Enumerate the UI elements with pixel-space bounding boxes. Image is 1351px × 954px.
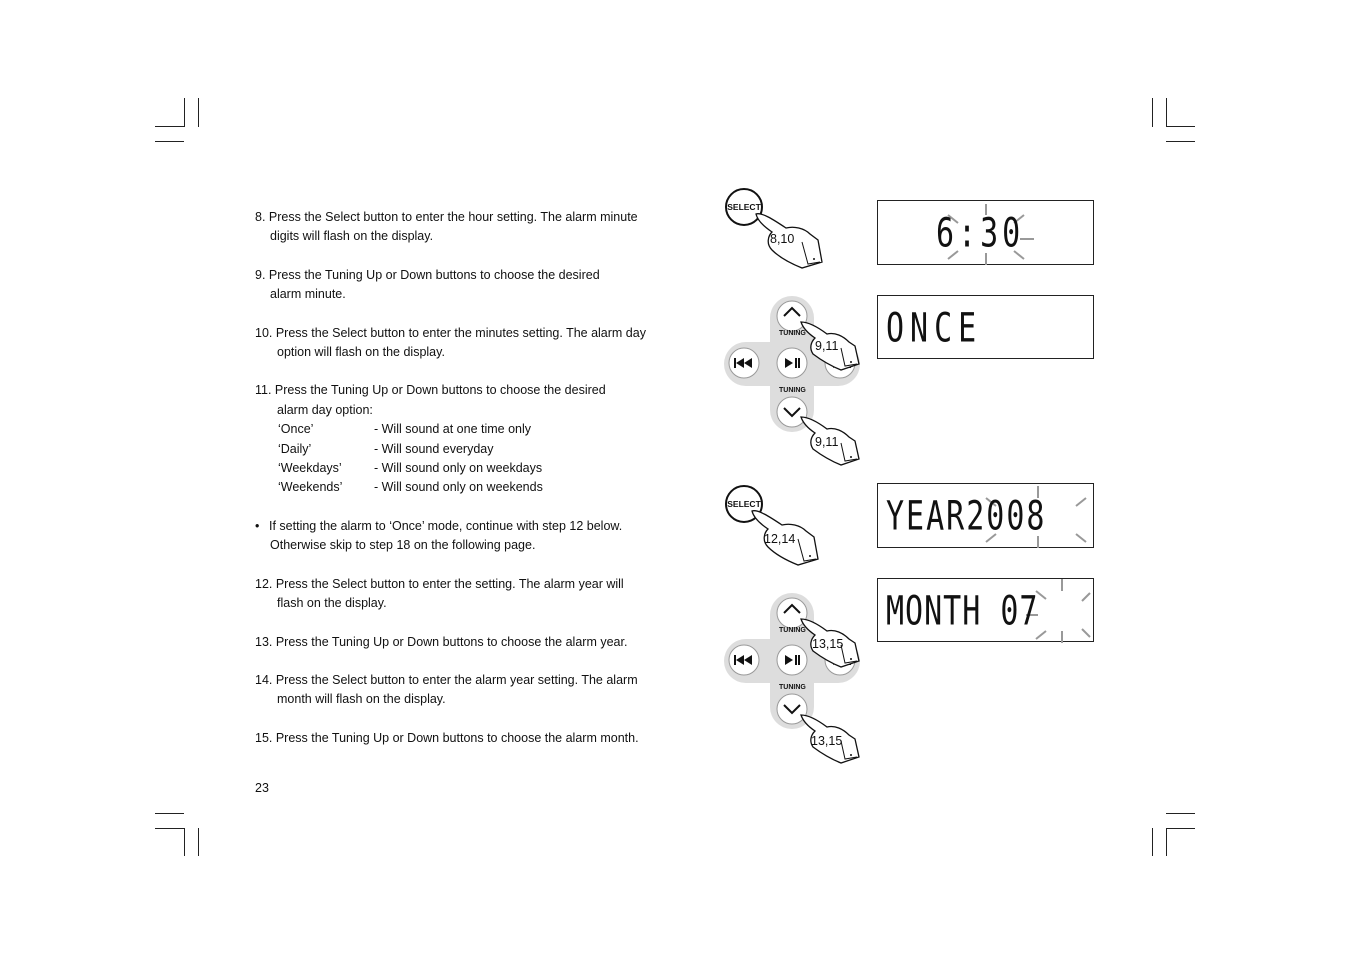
callout-label: 13,15 bbox=[811, 734, 843, 748]
step-15 bbox=[255, 729, 675, 748]
lcd-text: 6:30 bbox=[936, 209, 1025, 258]
crop-mark bbox=[1166, 98, 1167, 127]
tuning-up-icon[interactable] bbox=[782, 306, 802, 318]
page-number: 23 bbox=[255, 781, 269, 795]
option-name: ‘Weekdays’ bbox=[278, 461, 342, 476]
callout-label: 8,10 bbox=[770, 232, 795, 246]
crop-mark bbox=[1152, 98, 1153, 127]
crop-mark bbox=[155, 126, 184, 127]
lcd-display-month bbox=[877, 578, 1094, 642]
option-name: ‘Weekends’ bbox=[278, 480, 343, 495]
lcd-display-day-option bbox=[877, 295, 1094, 359]
step-line: 11. Press the Tuning Up or Down buttons to choose the desired bbox=[255, 383, 606, 398]
step-line: option will flash on the display. bbox=[277, 345, 445, 360]
callout-label: 9,11 bbox=[815, 339, 839, 353]
crop-mark bbox=[198, 828, 199, 856]
option-desc: - Will sound everyday bbox=[374, 441, 494, 456]
option-desc: - Will sound only on weekends bbox=[374, 480, 543, 495]
step-line: 9. Press the Tuning Up or Down buttons to choose the desired bbox=[255, 267, 600, 282]
step-14 bbox=[255, 671, 675, 710]
crop-mark bbox=[184, 98, 185, 127]
select-label: SELECT bbox=[727, 499, 761, 509]
crop-mark bbox=[155, 813, 184, 814]
day-option-weekdays bbox=[255, 459, 675, 478]
option-name: ‘Daily’ bbox=[278, 441, 312, 456]
crop-mark bbox=[1166, 126, 1195, 127]
callout-label: 12,14 bbox=[764, 532, 796, 546]
step-10 bbox=[255, 324, 675, 363]
tuning-label: TUNING bbox=[779, 387, 806, 394]
bullet-note bbox=[255, 517, 675, 556]
lcd-display-year bbox=[877, 483, 1094, 548]
lcd-text: MONTH 07 bbox=[886, 587, 1039, 636]
callout-label: 9,11 bbox=[815, 435, 839, 449]
crop-mark bbox=[1166, 828, 1167, 856]
crop-mark bbox=[155, 828, 184, 829]
callout-label: 13,15 bbox=[812, 637, 844, 651]
step-line: 15. Press the Tuning Up or Down buttons to choose the alarm month. bbox=[255, 730, 639, 745]
lcd-display-time bbox=[877, 200, 1094, 265]
crop-mark bbox=[184, 828, 185, 856]
note-line: If setting the alarm to ‘Once’ mode, continue with step 12 below. bbox=[269, 518, 623, 533]
note-line: Otherwise skip to step 18 on the following page. bbox=[270, 538, 536, 553]
previous-icon[interactable] bbox=[734, 654, 754, 666]
step-12 bbox=[255, 575, 675, 614]
step-11 bbox=[255, 381, 675, 497]
step-line: 13. Press the Tuning Up or Down buttons to choose the alarm year. bbox=[255, 634, 628, 649]
crop-mark bbox=[1166, 141, 1195, 142]
option-desc: - Will sound only on weekdays bbox=[374, 461, 543, 476]
step-line: alarm day option: bbox=[277, 402, 373, 417]
bullet-symbol: • bbox=[255, 518, 260, 533]
crop-mark bbox=[1152, 828, 1153, 856]
step-line: flash on the display. bbox=[277, 596, 387, 611]
day-option-daily bbox=[255, 440, 675, 459]
tuning-label: TUNING bbox=[779, 627, 806, 634]
option-desc: - Will sound at one time only bbox=[374, 422, 532, 437]
crop-mark bbox=[198, 98, 199, 127]
previous-icon[interactable] bbox=[734, 357, 754, 369]
tuning-label: TUNING bbox=[779, 684, 806, 691]
step-line: alarm minute. bbox=[270, 287, 346, 302]
step-line: 12. Press the Select button to enter the setting. The alarm year will bbox=[255, 576, 624, 591]
step-line: month will flash on the display. bbox=[277, 692, 446, 707]
day-option-once bbox=[255, 420, 675, 439]
instructions bbox=[255, 208, 675, 767]
step-line: 14. Press the Select button to enter the alarm year setting. The alarm bbox=[255, 672, 638, 687]
select-label: SELECT bbox=[727, 202, 761, 212]
day-option-weekends bbox=[255, 478, 675, 497]
lcd-text: ONCE bbox=[886, 304, 983, 353]
tuning-label: TUNING bbox=[779, 330, 806, 337]
step-9 bbox=[255, 266, 675, 305]
step-8 bbox=[255, 208, 675, 247]
step-line: 8. Press the Select button to enter the hour setting. The alarm minute bbox=[255, 210, 638, 224]
step-13 bbox=[255, 633, 675, 652]
option-name: ‘Once’ bbox=[278, 422, 314, 437]
step-line: digits will flash on the display. bbox=[270, 229, 434, 244]
tuning-up-icon[interactable] bbox=[782, 603, 802, 615]
lcd-text: YEAR2008 bbox=[886, 492, 1047, 541]
crop-mark bbox=[1166, 828, 1195, 829]
crop-mark bbox=[155, 141, 184, 142]
crop-mark bbox=[1166, 813, 1195, 814]
step-line: 10. Press the Select button to enter the minutes setting. The alarm day bbox=[255, 325, 646, 340]
